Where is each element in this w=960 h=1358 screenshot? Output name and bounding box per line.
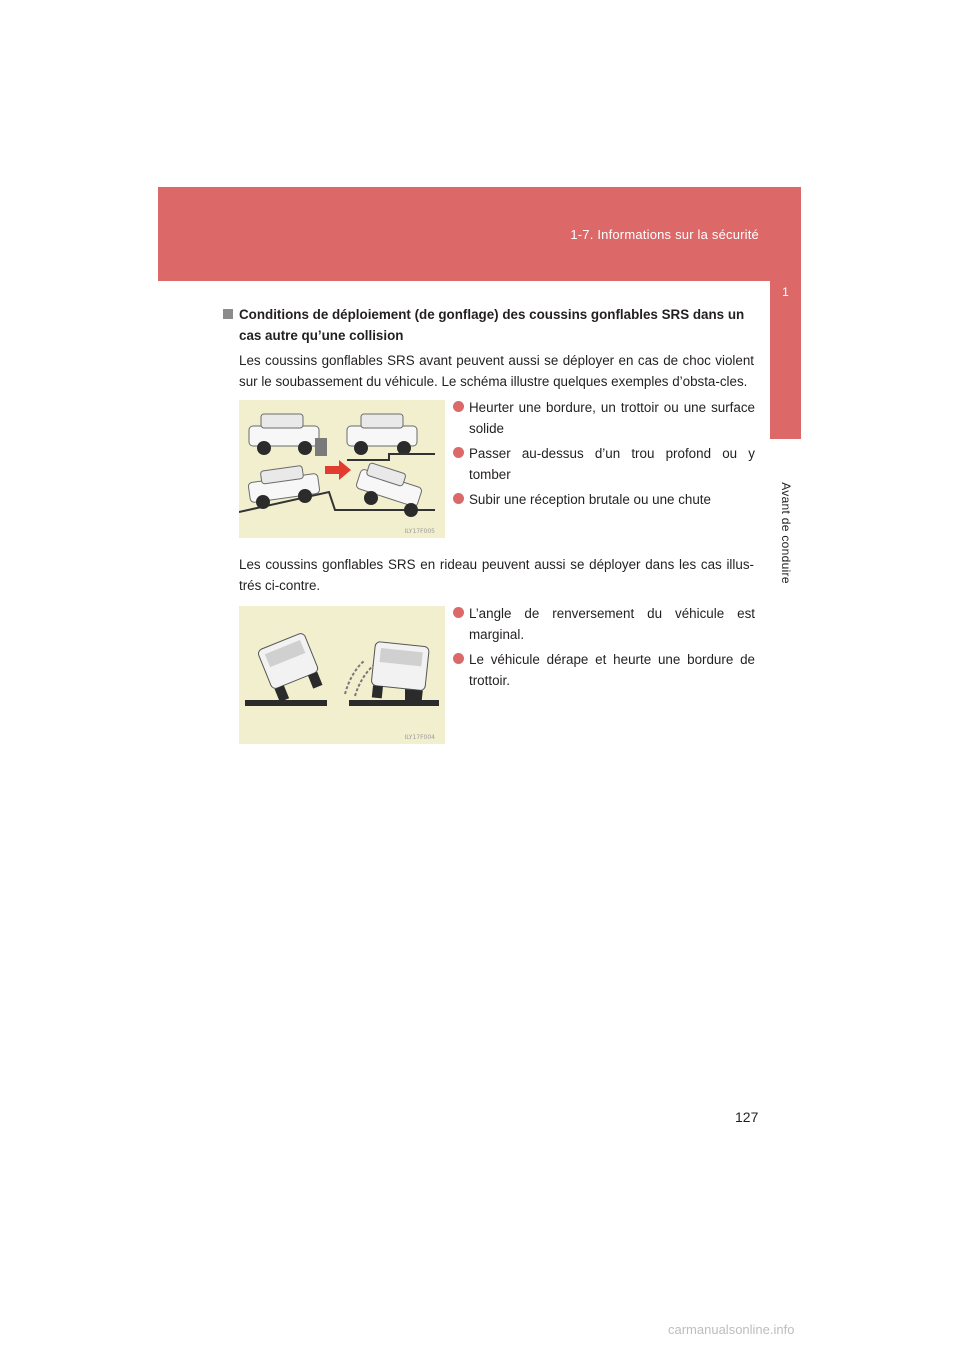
section-header-band <box>158 187 801 281</box>
square-bullet-icon <box>223 309 233 319</box>
bullet-list-curtain <box>453 603 755 695</box>
figure-row-curtain-airbags <box>239 606 754 746</box>
intro-paragraph: Les coussins gonflables SRS avant peuvent aussi se déployer en cas de choc violent sur le soubassement du véhicule. Le schéma illustre quelques exemples d’obsta-cles. <box>239 353 754 389</box>
bullet-dot-icon <box>453 401 464 412</box>
page-number: 127 <box>735 1109 759 1125</box>
bullet-dot-icon <box>453 493 464 504</box>
curtain-airbag-illustration <box>239 606 445 744</box>
section-heading <box>222 304 754 346</box>
chapter-label-container <box>776 448 796 618</box>
chapter-label: Avant de conduire <box>779 482 793 584</box>
heading-text: Conditions de déploiement (de gonflage) des coussins gonflables SRS dans un cas autre qu’une collision <box>239 307 745 343</box>
figure-code: ILY17F005 <box>404 528 435 535</box>
bullet-dot-icon <box>453 653 464 664</box>
bullet-dot-icon <box>453 447 464 458</box>
section-title: 1-7. Informations sur la sécurité <box>570 227 759 242</box>
chapter-tab <box>770 187 801 439</box>
main-content <box>222 304 754 746</box>
curtain-paragraph: Les coussins gonflables SRS en rideau peuvent aussi se déployer dans les cas illus-trés ci-contre. <box>239 557 754 593</box>
bullet-list-front <box>453 397 755 514</box>
list-item: L’angle de renversement du véhicule est marginal. <box>453 603 755 645</box>
list-item: Heurter une bordure, un trottoir ou une surface solide <box>453 397 755 439</box>
chapter-number: 1 <box>782 285 789 299</box>
figure-code: ILY17F004 <box>404 734 435 741</box>
front-airbag-illustration <box>239 400 445 538</box>
list-item: Subir une réception brutale ou une chute <box>453 489 755 510</box>
list-item: Le véhicule dérape et heurte une bordure de trottoir. <box>453 649 755 691</box>
list-item: Passer au-dessus d’un trou profond ou y tomber <box>453 443 755 485</box>
watermark: carmanualsonline.info <box>668 1322 795 1337</box>
bullet-dot-icon <box>453 607 464 618</box>
figure-row-front-airbags <box>239 400 754 550</box>
